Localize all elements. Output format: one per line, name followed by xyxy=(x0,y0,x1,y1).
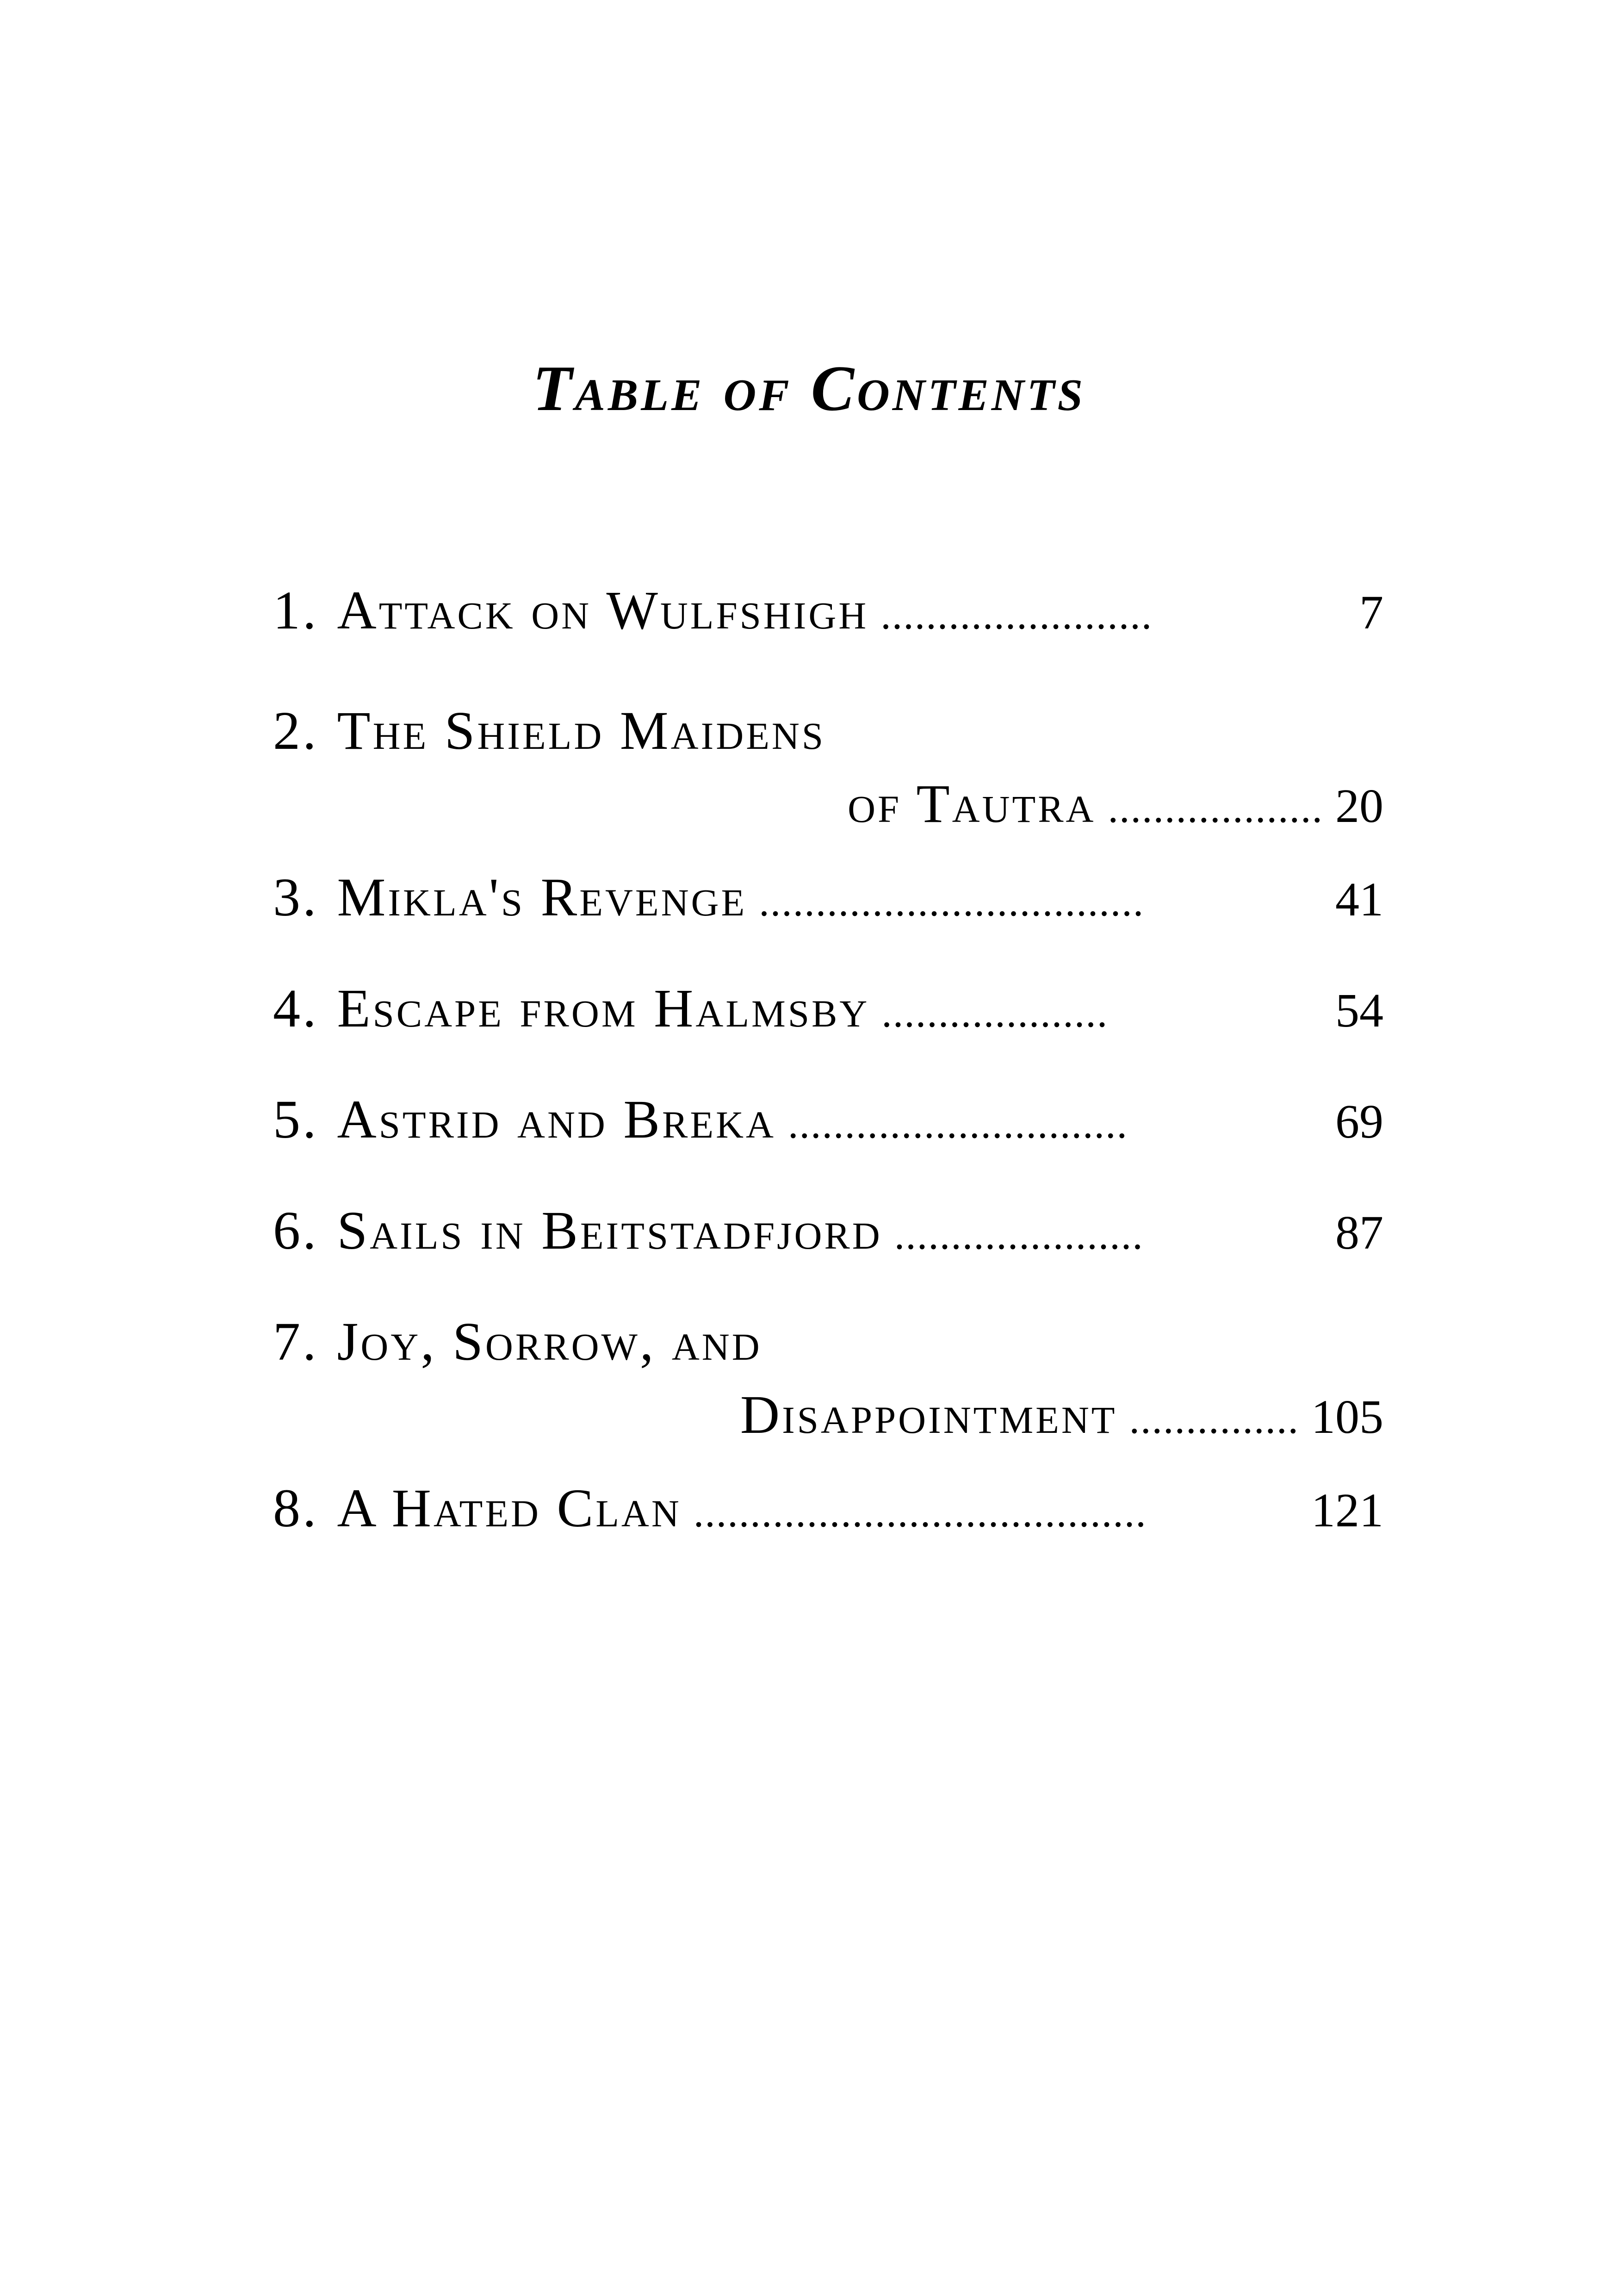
dot-leader: ...................... xyxy=(894,1214,1144,1256)
dot-leader: .............................. xyxy=(787,1103,1128,1145)
entry-number: 8. xyxy=(273,1478,319,1538)
entry-page-number: 20 xyxy=(1335,779,1383,833)
entry-page-number: 87 xyxy=(1335,1206,1383,1259)
entry-title: Sails in Beitstadfjord xyxy=(337,1200,882,1261)
entry-title: Mikla's Revenge xyxy=(337,867,747,927)
toc-entry[interactable] xyxy=(273,1478,1383,1538)
entry-title: Escape from Halmsby xyxy=(337,978,870,1039)
entry-number: 5. xyxy=(273,1089,319,1150)
dot-leader: ........................................ xyxy=(693,1492,1147,1534)
toc-entry[interactable] xyxy=(273,978,1383,1039)
entry-page-number: 7 xyxy=(1359,586,1383,639)
entry-page-number: 105 xyxy=(1311,1390,1383,1444)
toc-entry[interactable] xyxy=(273,1089,1383,1150)
page-title: Table of Contents xyxy=(533,353,1085,424)
dot-leader: ........................ xyxy=(880,594,1153,636)
entry-page-number: 54 xyxy=(1335,984,1383,1037)
entry-number: 3. xyxy=(273,867,319,927)
entry-title: Astrid and Breka xyxy=(337,1089,776,1150)
entry-page-number: 121 xyxy=(1311,1484,1383,1537)
toc-entry[interactable] xyxy=(273,1200,1383,1261)
entry-title: A Hated Clan xyxy=(337,1478,682,1538)
entry-title-continued: Disappointment xyxy=(740,1384,1117,1445)
dot-leader: ............... xyxy=(1129,1399,1299,1440)
entry-title: The Shield Maidens xyxy=(337,700,826,761)
toc-entry[interactable] xyxy=(273,1311,1383,1445)
entry-number: 2. xyxy=(273,700,319,761)
dot-leader: ................... xyxy=(1108,788,1323,829)
entry-title: Joy, Sorrow, and xyxy=(337,1311,762,1372)
entry-number: 4. xyxy=(273,978,319,1039)
dot-leader: .................................. xyxy=(759,881,1145,923)
toc-entry[interactable] xyxy=(273,580,1383,641)
entry-page-number: 41 xyxy=(1335,873,1383,926)
entry-title-continued: of Tautra xyxy=(848,773,1096,834)
dot-leader: .................... xyxy=(881,992,1109,1034)
entry-title: Attack on Wulfshigh xyxy=(337,580,869,641)
entry-number: 7. xyxy=(273,1311,319,1372)
entry-number: 1. xyxy=(273,580,319,641)
entry-number: 6. xyxy=(273,1200,319,1261)
toc-entry[interactable] xyxy=(273,700,1383,834)
toc-entry[interactable] xyxy=(273,867,1383,927)
entry-page-number: 69 xyxy=(1335,1095,1383,1148)
